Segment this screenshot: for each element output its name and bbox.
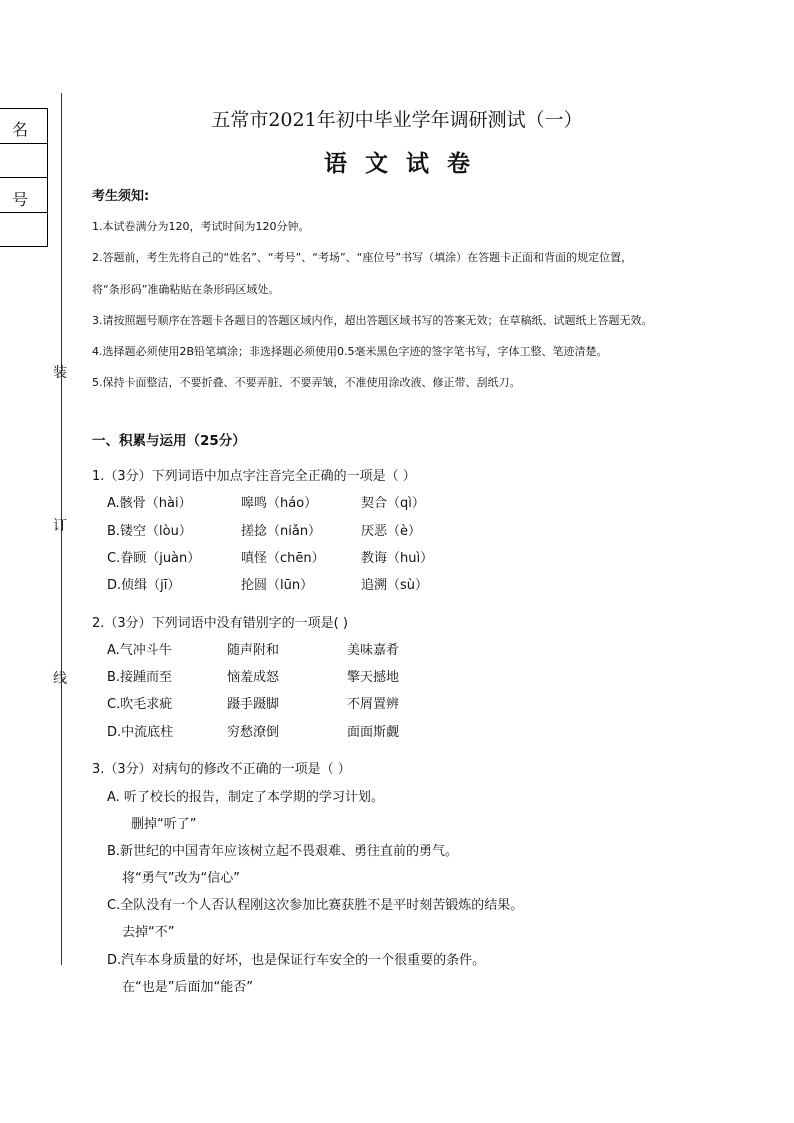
- q3-option-d: D.汽车本身质量的好坏，也是保证行车安全的一个很重要的条件。: [107, 953, 486, 968]
- notice-heading: 考生须知:: [92, 189, 150, 204]
- q1-option-b: B.镂空（lòu）: [107, 524, 192, 539]
- binding-label-name: 名: [12, 120, 29, 139]
- q3-option-d-fix: 在“也是”后面加“能否”: [122, 980, 253, 995]
- binding-char-ding: 订: [53, 518, 67, 534]
- q2-option-c: C.吹毛求疵: [107, 697, 173, 712]
- q3-option-c: C.全队没有一个人否认程刚这次参加比赛获胜不是平时刻苦锻炼的结果。: [107, 898, 524, 913]
- q3-option-a-fix: 删掉“听了”: [131, 817, 197, 832]
- q1-option-d-word: 追溯（sù）: [361, 578, 429, 593]
- binding-char-zhuang: 装: [53, 365, 67, 381]
- q1-option-b-word: 搓捻（niǎn）: [241, 524, 322, 539]
- q1-option-d: D.侦缉（jī）: [107, 578, 181, 593]
- q2-option-a: A.气冲斗牛: [107, 643, 172, 658]
- notice-item: 4.选择题必须使用2B铅笔填涂；非选择题必须使用0.5毫米黑色字迹的签字笔书写，字体工整、笔迹清楚。: [92, 345, 608, 358]
- q1-option-c: C.眷顾（juàn）: [107, 551, 201, 566]
- notice-item: 将“条形码”准确粘贴在条形码区域处。: [92, 283, 280, 296]
- q1-option-a: A.骸骨（hài）: [107, 496, 192, 511]
- question-2-stem: 2.（3分）下列词语中没有错别字的一项是( ): [92, 616, 348, 631]
- binding-char-xian: 线: [53, 671, 67, 687]
- q2-option-c-word: 蹑手蹑脚: [227, 697, 280, 712]
- exam-title: 五常市2021年初中毕业学年调研测试（一）: [211, 109, 583, 131]
- q1-option-d-word: 抡圆（lūn）: [241, 578, 314, 593]
- notice-item: 3.请按照题号顺序在答题卡各题目的答题区域内作，超出答题区域书写的答案无效；在草稿纸、试题纸上答题无效。: [92, 314, 653, 327]
- notice-item: 2.答题前，考生先将自己的“姓名”、“考号”、“考场”、“座位号”书写（填涂）在答题卡正面和背面的规定位置，: [92, 251, 633, 264]
- q2-option-a-word: 随声附和: [227, 643, 280, 658]
- q2-option-a-word: 美味嘉肴: [347, 643, 400, 658]
- q2-option-b-word: 恼羞成怒: [227, 670, 280, 685]
- q1-option-c-word: 教诲（huì）: [361, 551, 434, 566]
- notice-item: 1.本试卷满分为120，考试时间为120分钟。: [92, 220, 310, 233]
- notice-item: 5.保持卡面整洁，不要折叠、不要弄脏、不要弄皱，不准使用涂改液、修正带、刮纸刀。: [92, 376, 521, 389]
- q1-option-c-word: 嗔怪（chēn）: [241, 551, 325, 566]
- q2-option-d: D.中流底柱: [107, 725, 174, 740]
- q3-option-c-fix: 去掉“不”: [122, 925, 175, 940]
- exam-subtitle: 语文试卷: [324, 150, 488, 177]
- q3-option-a: A. 听了校长的报告，制定了本学期的学习计划。: [107, 790, 384, 805]
- question-3-stem: 3.（3分）对病句的修改不正确的一项是（ ）: [92, 762, 351, 777]
- binding-box-divider: [0, 143, 48, 144]
- q3-option-b: B.新世纪的中国青年应该树立起不畏艰难、勇往直前的勇气。: [107, 844, 459, 859]
- binding-box-divider: [0, 212, 48, 213]
- q2-option-b-word: 擎天撼地: [347, 670, 400, 685]
- q1-option-b-word: 厌恶（è）: [361, 524, 421, 539]
- binding-label-number: 号: [12, 190, 29, 209]
- question-1-stem: 1.（3分）下列词语中加点字注音完全正确的一项是（ ）: [92, 469, 416, 484]
- q1-option-a-word: 契合（qì）: [361, 496, 425, 511]
- section-heading: 一、积累与运用（25分）: [92, 433, 246, 449]
- q1-option-a-word: 嗥鸣（háo）: [241, 496, 318, 511]
- q2-option-c-word: 不屑置辨: [347, 697, 400, 712]
- q2-option-d-word: 穷愁潦倒: [227, 725, 280, 740]
- q3-option-b-fix: 将“勇气”改为“信心”: [122, 871, 240, 886]
- q2-option-d-word: 面面斯觑: [347, 725, 400, 740]
- q2-option-b: B.接踵而至: [107, 670, 173, 685]
